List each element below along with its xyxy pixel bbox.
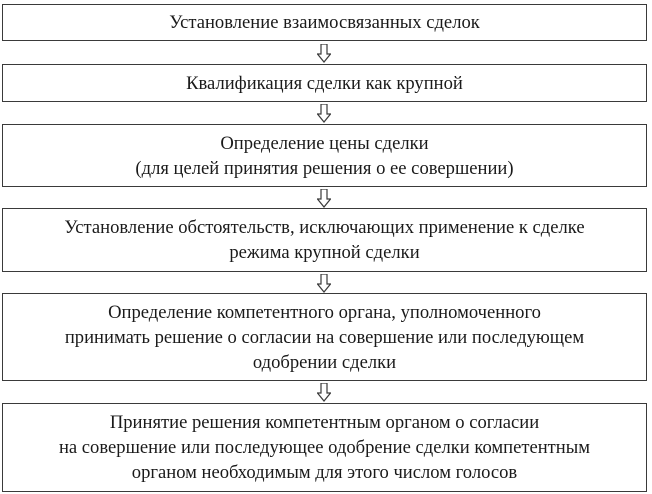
step-1-box xyxy=(2,4,647,41)
step-6-line-2: на совершение или последующее одобрение сделки компетентным xyxy=(58,437,591,458)
step-5-line-2: принимать решение о согласии на совершение или последующем xyxy=(64,326,585,348)
down-arrow-icon xyxy=(317,383,331,402)
step-3-line-2: (для целей принятия решения о ее совершении) xyxy=(135,157,514,179)
step-3-box xyxy=(2,124,647,187)
step-4-box xyxy=(2,208,647,272)
step-6-line-1: Принятие решения компетентным органом о согласии xyxy=(109,412,540,433)
step-5-line-3: одобрении сделки xyxy=(252,351,397,373)
step-1-line-1: Установление взаимосвязанных сделок xyxy=(169,12,480,33)
step-2-box xyxy=(2,64,647,102)
down-arrow-icon xyxy=(317,189,331,208)
down-arrow-icon xyxy=(317,274,331,293)
down-arrow-icon xyxy=(317,44,331,63)
step-5-box xyxy=(2,293,647,381)
step-3-line-1: Определение цены сделки xyxy=(220,132,429,154)
step-4-line-2: режима крупной сделки xyxy=(229,242,420,263)
down-arrow-icon xyxy=(317,104,331,123)
step-4-line-1: Установление обстоятельств, исключающих применение к сделке xyxy=(64,217,585,238)
step-6-box xyxy=(2,403,647,492)
step-5-line-1: Определение компетентного органа, уполномоченного xyxy=(108,301,541,323)
step-2-line-1: Квалификация сделки как крупной xyxy=(186,72,463,94)
step-6-line-3: органом необходимым для этого числом голосов xyxy=(131,462,518,483)
